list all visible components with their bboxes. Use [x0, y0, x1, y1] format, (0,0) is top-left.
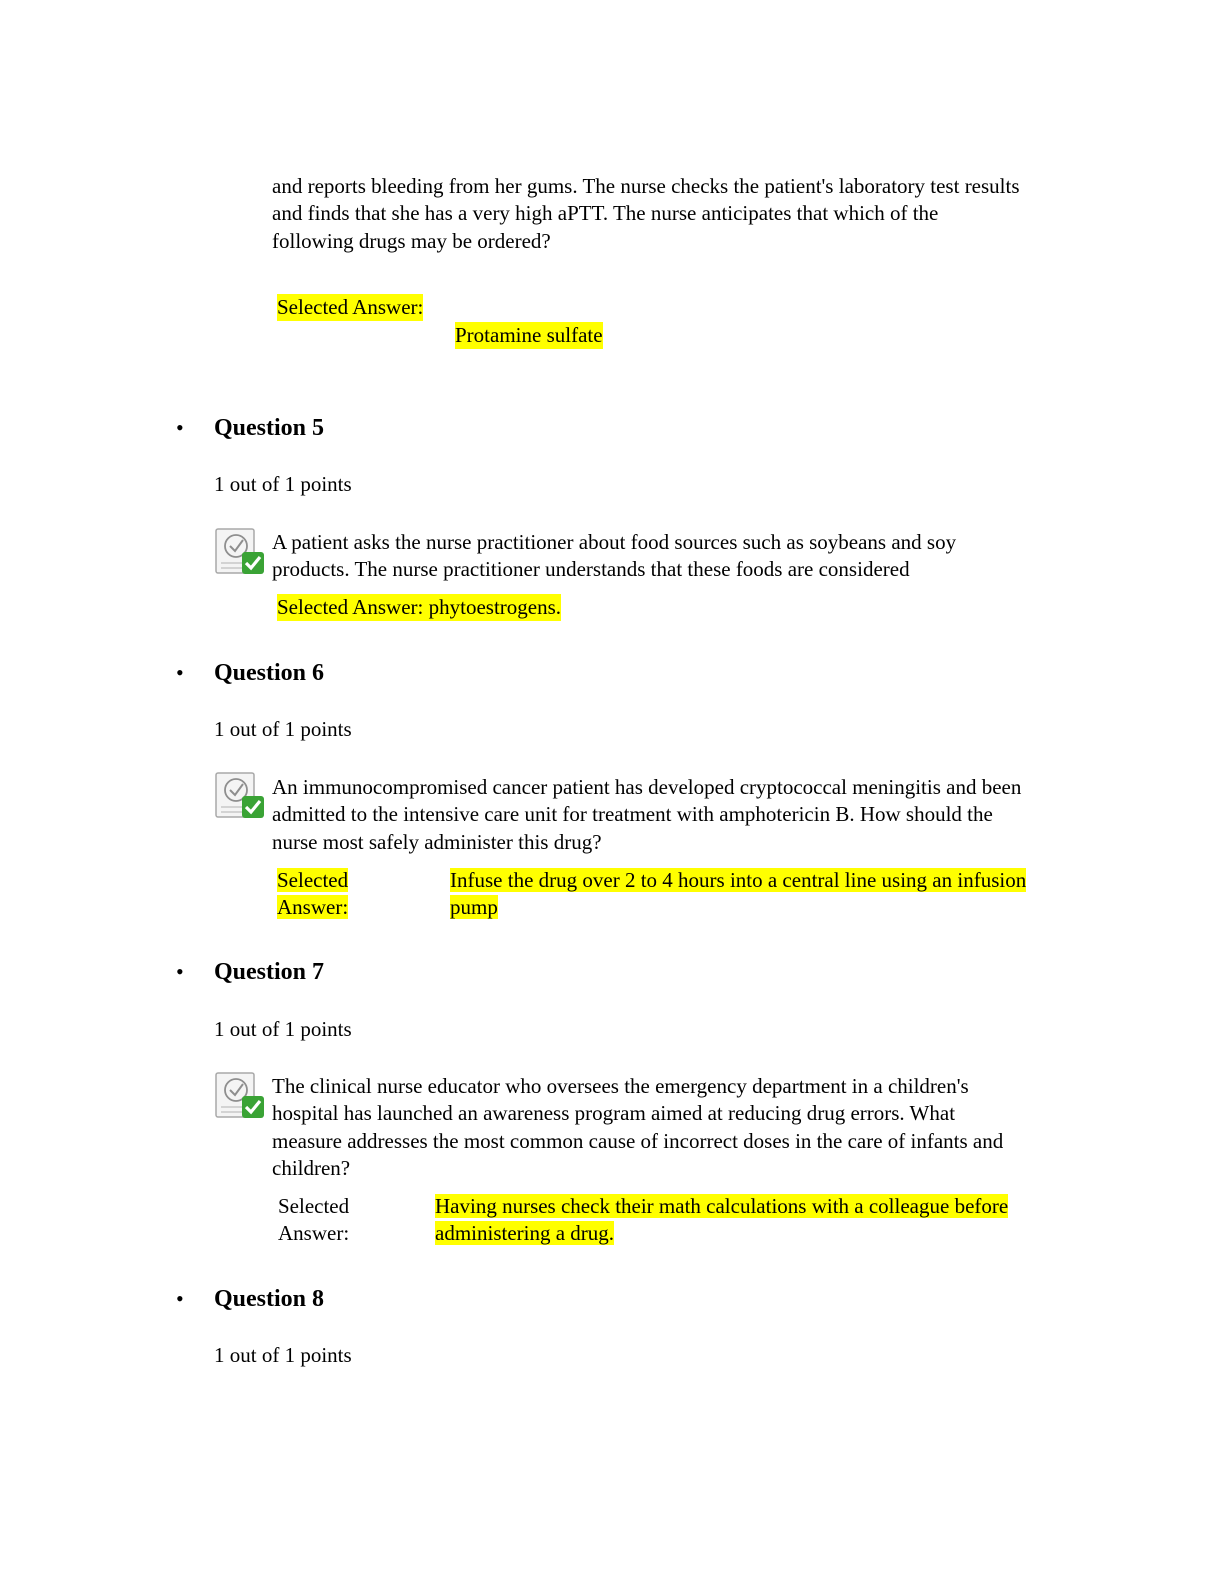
q7-question-line: The clinical nurse educator who oversees the emergency department in a children's	[272, 1074, 969, 1098]
q7-question-line: children?	[272, 1155, 351, 1180]
q4-question-line: and reports bleeding from her gums. The nurse checks the patient's laboratory test results	[272, 174, 1020, 198]
q6-title[interactable]: Question 6	[214, 660, 325, 686]
q5-question-line: products. The nurse practitioner understands that these foods are considered	[272, 557, 910, 582]
q5-selected-answer: Selected Answer: phytoestrogens.	[277, 594, 561, 621]
q6-question-line: nurse most safely administer this drug?	[272, 829, 602, 854]
question-bullet: •	[176, 959, 184, 984]
q6-points: 1 out of 1 points	[214, 717, 352, 741]
q4-question-line: and finds that she has a very high aPTT. The nurse anticipates that which of the	[272, 201, 939, 226]
q6-selected-label-line: Selected	[277, 868, 349, 892]
q5-points: 1 out of 1 points	[214, 472, 352, 496]
q7-selected-answer	[435, 1193, 1008, 1247]
q7-question-line: hospital has launched an awareness program aimed at reducing drug errors. What	[272, 1101, 956, 1126]
correct-check-icon	[215, 771, 265, 821]
q5-question-line: A patient asks the nurse practitioner about food sources such as soybeans and soy	[272, 530, 957, 554]
q6-selected-answer	[450, 867, 1026, 921]
question-bullet: •	[176, 1286, 184, 1311]
q4-question-text	[272, 173, 1020, 255]
q7-points: 1 out of 1 points	[214, 1017, 352, 1041]
q6-question-line: admitted to the intensive care unit for treatment with amphotericin B. How should the	[272, 802, 993, 827]
q6-answer-line: Infuse the drug over 2 to 4 hours into a central line using an infusion	[450, 868, 1027, 892]
q6-question-line: An immunocompromised cancer patient has developed cryptococcal meningitis and been	[272, 775, 1022, 799]
q7-selected-label-line: Answer:	[278, 1221, 350, 1245]
q5-title[interactable]: Question 5	[214, 415, 325, 441]
correct-check-icon	[215, 527, 265, 577]
q8-points: 1 out of 1 points	[214, 1343, 352, 1367]
q6-question-text	[272, 774, 1021, 856]
q7-question-line: measure addresses the most common cause of incorrect doses in the care of infants and	[272, 1128, 1004, 1153]
correct-check-icon	[215, 1071, 265, 1121]
question-bullet: •	[176, 660, 184, 685]
q7-answer-line: administering a drug.	[435, 1221, 615, 1245]
question-bullet: •	[176, 415, 184, 440]
q6-selected-label	[277, 867, 348, 921]
q4-question-line: following drugs may be ordered?	[272, 228, 551, 253]
q6-selected-label-line: Answer:	[277, 895, 349, 919]
q8-title[interactable]: Question 8	[214, 1286, 325, 1312]
q4-selected-answer: Protamine sulfate	[455, 322, 603, 349]
q7-answer-line: Having nurses check their math calculations with a colleague before	[435, 1194, 1009, 1218]
q7-selected-label-line: Selected	[278, 1194, 350, 1218]
q5-question-text	[272, 529, 956, 584]
q7-selected-label	[278, 1193, 349, 1247]
q6-answer-line: pump	[450, 895, 498, 919]
q4-selected-label: Selected Answer:	[277, 294, 423, 321]
q7-title[interactable]: Question 7	[214, 959, 325, 985]
q7-question-text	[272, 1073, 1003, 1182]
